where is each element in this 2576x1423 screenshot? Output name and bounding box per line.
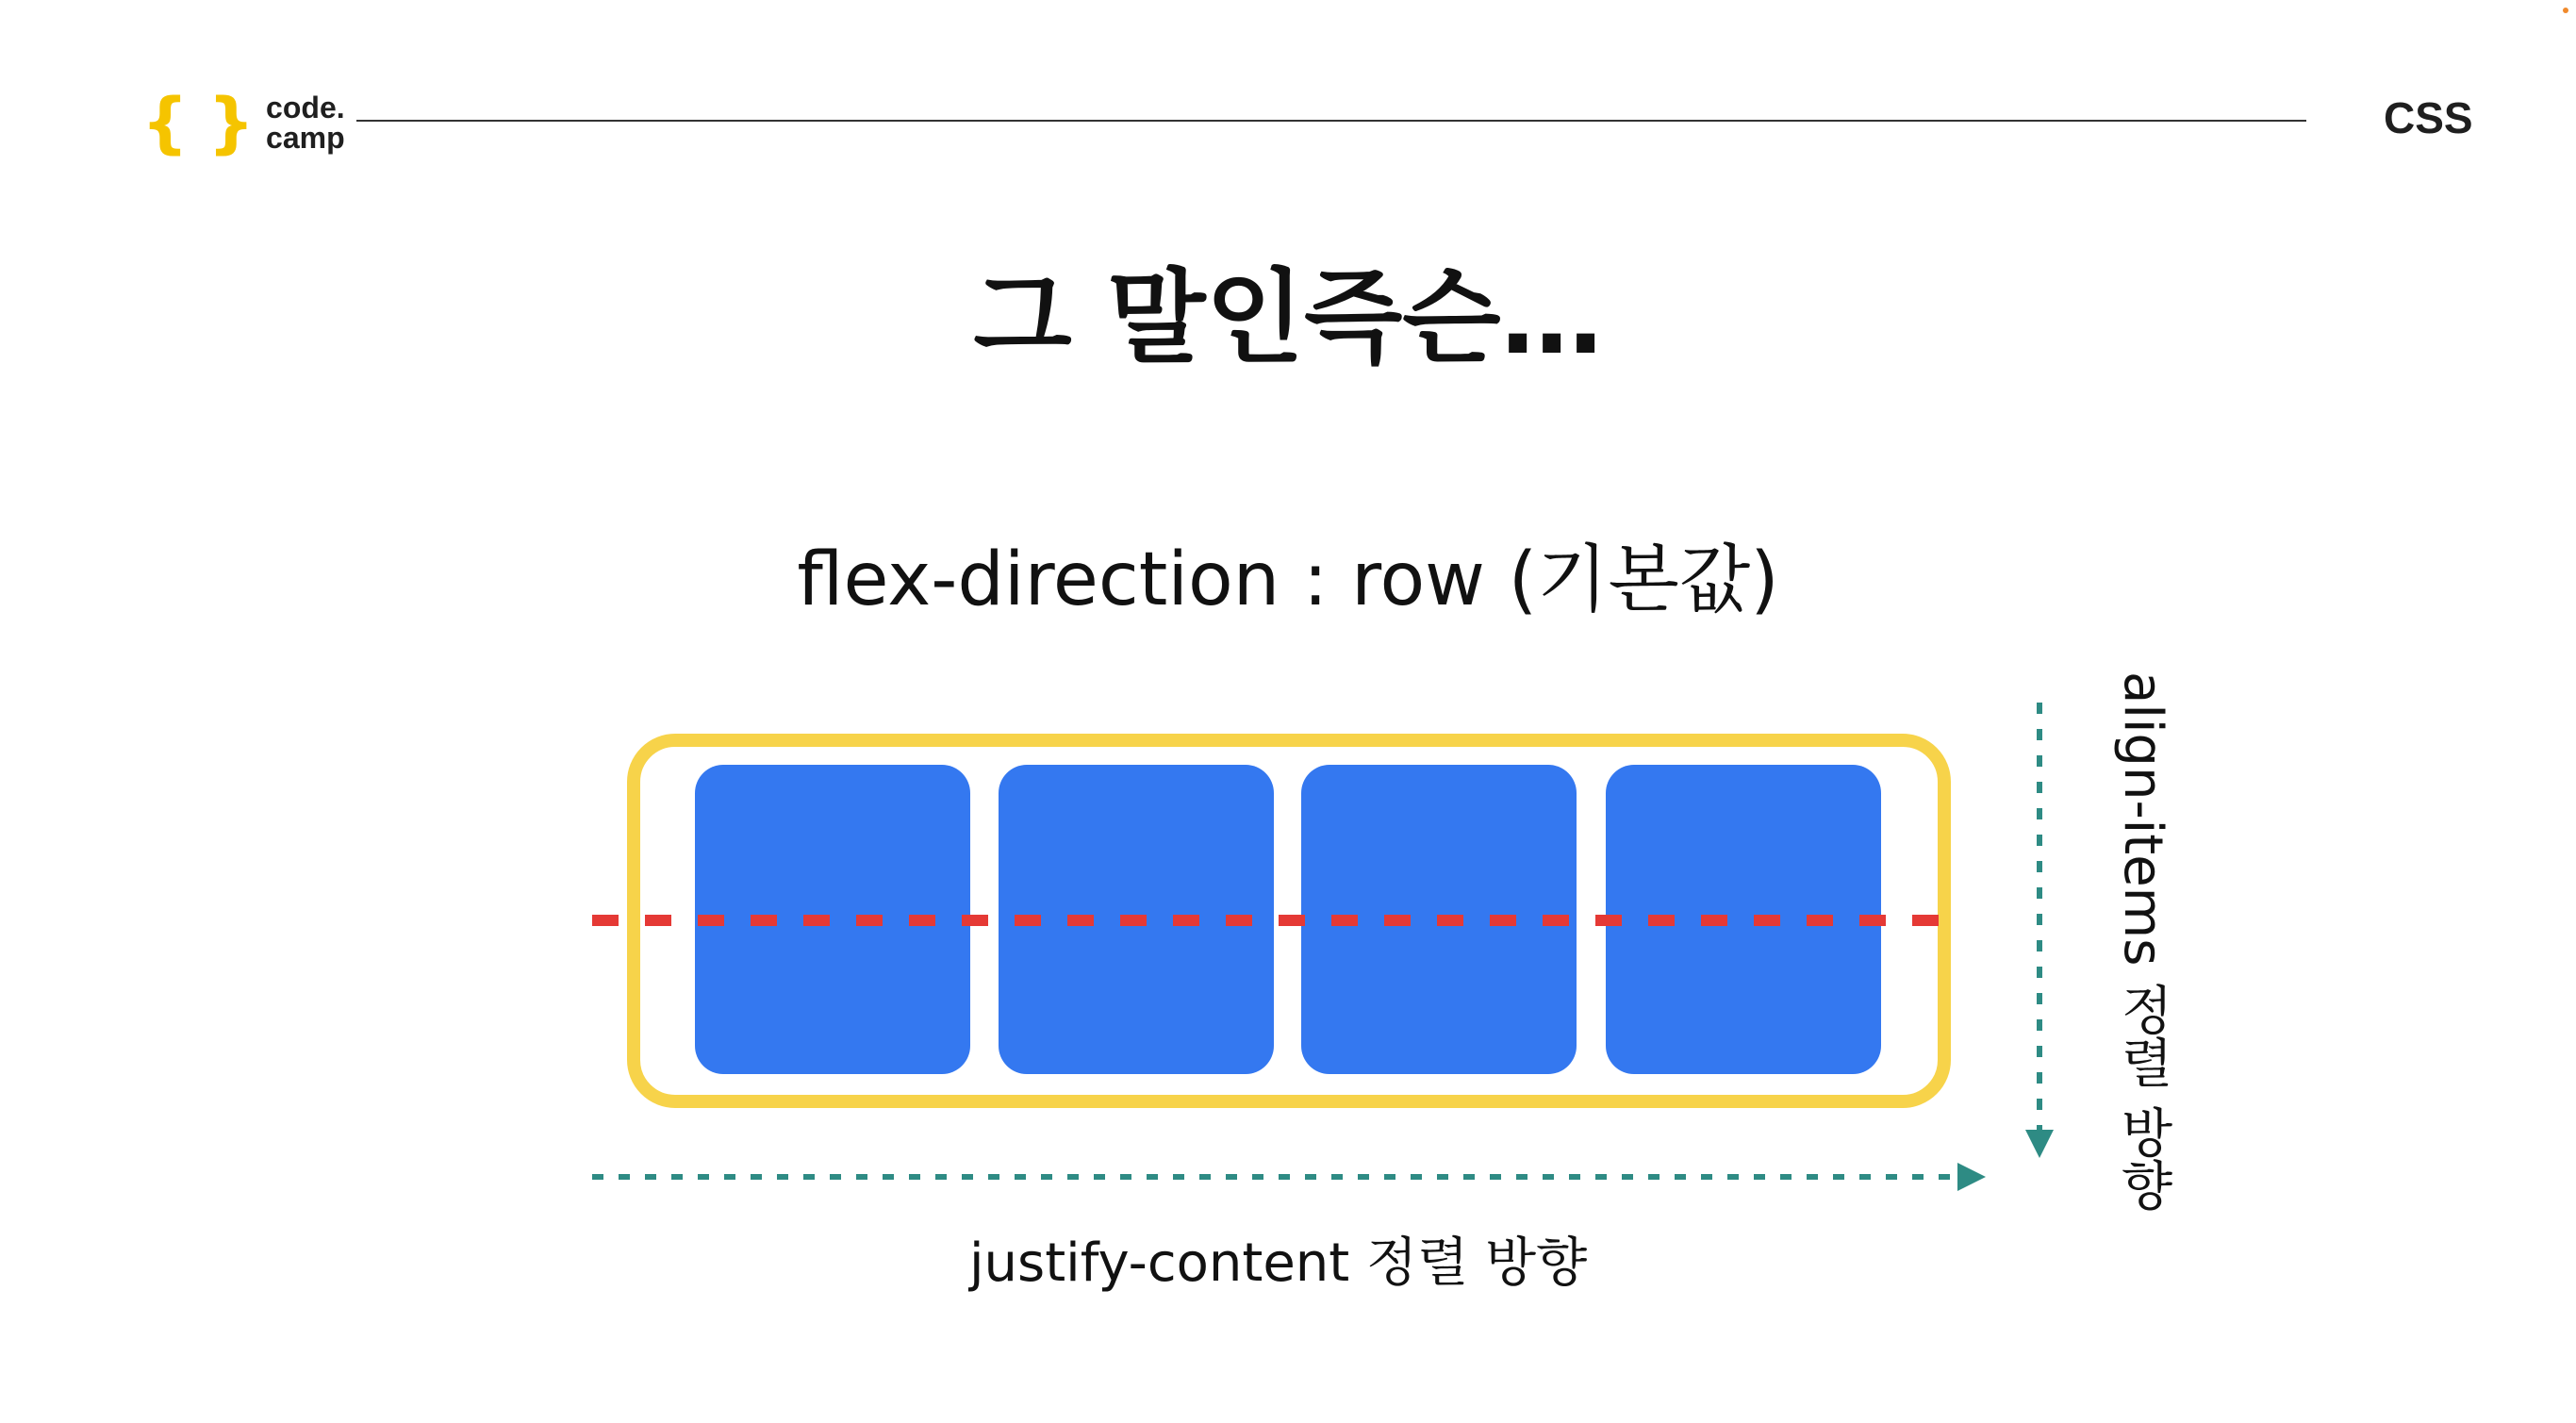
logo-line-1: code. (266, 90, 345, 124)
flex-item-4 (1606, 765, 1881, 1074)
slide-subtitle: flex-direction : row (기본값) (797, 538, 1779, 622)
slide-title: 그 말인즉슨… (973, 259, 1603, 377)
logo-braces: { } (141, 83, 254, 161)
logo-line-2: camp (266, 120, 345, 155)
justify-content-label: justify-content 정렬 방향 (969, 1233, 1588, 1294)
align-items-label: align-items 정렬 방향 (2112, 671, 2173, 1211)
corner-dot (2563, 8, 2568, 13)
section-label: CSS (2384, 93, 2473, 142)
